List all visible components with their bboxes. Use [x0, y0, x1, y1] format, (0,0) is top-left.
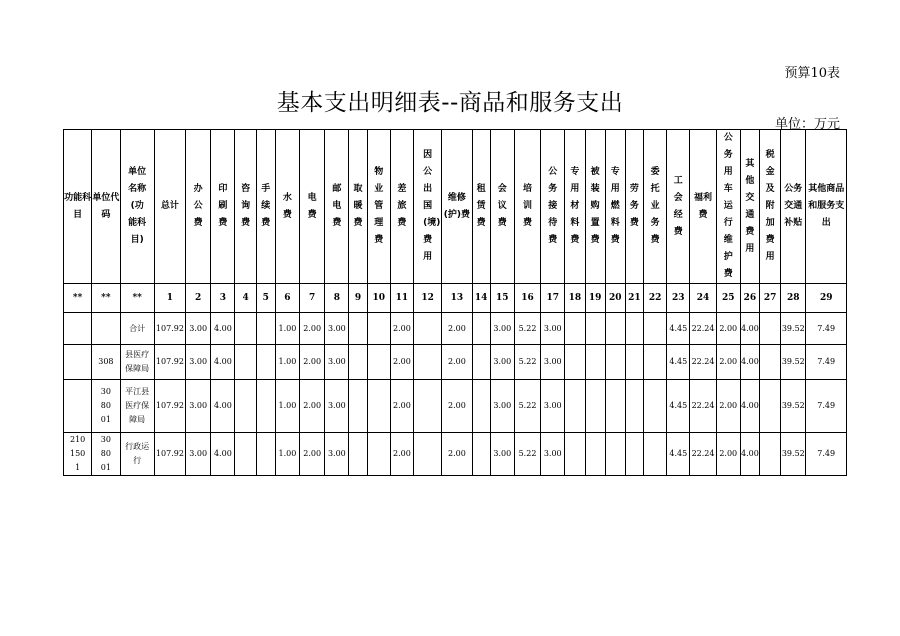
column-header-label: 维修(护)费: [443, 192, 471, 220]
table-cell: [414, 380, 442, 433]
table-cell: [585, 345, 605, 380]
unit-name: 合计: [129, 323, 146, 333]
column-header-label: 租赁费: [476, 184, 486, 228]
table-cell: 3.00: [186, 313, 211, 345]
table-cell: 4.45: [667, 380, 690, 433]
table-cell: [92, 313, 120, 345]
table-cell: 3.00: [325, 380, 349, 433]
table-cell: 3.00: [541, 433, 565, 476]
table-cell: [120, 380, 154, 433]
table-cell: [235, 313, 256, 345]
column-header-label: 差旅费: [397, 184, 407, 228]
column-number: 18: [565, 284, 585, 313]
column-header-label: 税金及附加费用: [765, 150, 775, 262]
table-cell: 2.00: [716, 380, 740, 433]
table-cell: [349, 345, 367, 380]
table-row: [64, 345, 847, 380]
column-header: [442, 130, 472, 284]
column-header: [390, 130, 413, 284]
table-cell: 22.24: [690, 433, 716, 476]
column-number: 6: [275, 284, 299, 313]
table-cell: 4.00: [740, 433, 759, 476]
table-cell: 39.52: [781, 380, 806, 433]
table-cell: [644, 345, 667, 380]
table-cell: 107.92: [154, 433, 185, 476]
table-cell: [605, 433, 625, 476]
column-header: [806, 130, 847, 284]
table-cell: 4.00: [211, 345, 235, 380]
table-cell: 3.00: [186, 380, 211, 433]
table-cell: 3.00: [325, 313, 349, 345]
column-number: 29: [806, 284, 847, 313]
column-header-label: 印刷费: [218, 184, 228, 228]
column-number: 19: [585, 284, 605, 313]
column-number: 22: [644, 284, 667, 313]
table-cell: [565, 345, 585, 380]
table-cell: 2.00: [390, 433, 413, 476]
table-cell: 4.00: [211, 313, 235, 345]
column-header: [716, 130, 740, 284]
column-header: [275, 130, 299, 284]
column-header-label: 电费: [307, 192, 317, 220]
table-cell: [92, 433, 120, 476]
column-header: [490, 130, 514, 284]
table-row: [64, 313, 847, 345]
column-header-label: 总计: [160, 201, 179, 211]
table-cell: [349, 433, 367, 476]
column-header: [760, 130, 781, 284]
expense-detail-table: [63, 129, 847, 476]
column-header-label: 专用材料费: [570, 167, 580, 245]
form-number: 预算10表: [784, 66, 840, 81]
table-cell: [472, 433, 490, 476]
column-number: **: [64, 284, 92, 313]
table-cell: 4.00: [740, 380, 759, 433]
table-cell: [625, 433, 643, 476]
table-cell: [605, 313, 625, 345]
table-cell: 4.00: [211, 433, 235, 476]
column-header-label: 劳务费: [629, 184, 639, 228]
table-cell: [414, 345, 442, 380]
table-cell: 1.00: [275, 345, 299, 380]
column-number: 9: [349, 284, 367, 313]
table-cell: 3.00: [490, 380, 514, 433]
column-number: 14: [472, 284, 490, 313]
column-number: 28: [781, 284, 806, 313]
column-number: 7: [300, 284, 325, 313]
table-cell: [64, 380, 92, 433]
column-header-label: 其他商品和服务支出: [808, 184, 845, 228]
unit-code: 308001: [100, 435, 111, 472]
column-header-label: 专用燃料费: [610, 167, 620, 245]
column-header: [186, 130, 211, 284]
table-cell: [235, 433, 256, 476]
table-cell: [367, 345, 390, 380]
table-cell: 22.24: [690, 313, 716, 345]
table-cell: 2.00: [442, 345, 472, 380]
column-header: [92, 130, 120, 284]
table-cell: [367, 433, 390, 476]
table-cell: [625, 380, 643, 433]
column-header: [211, 130, 235, 284]
column-header: [644, 130, 667, 284]
table-cell: 2.00: [300, 380, 325, 433]
table-cell: 107.92: [154, 313, 185, 345]
table-cell: [565, 433, 585, 476]
table-cell: 2.00: [442, 433, 472, 476]
column-header-label: 被装购置费: [590, 167, 600, 245]
unit-name: 县医疗保障局: [125, 350, 150, 373]
column-header-label: 工会经费: [673, 175, 683, 237]
column-header-label: 单位名称(功能科目): [128, 167, 147, 245]
column-number: **: [92, 284, 120, 313]
unit-name: 行政运行: [125, 442, 150, 465]
table-cell: 2.00: [442, 380, 472, 433]
table-cell: [367, 380, 390, 433]
table-cell: [414, 313, 442, 345]
column-number: 16: [514, 284, 540, 313]
column-header: [120, 130, 154, 284]
column-header-label: 物业管理费: [374, 167, 384, 245]
table-cell: 5.22: [514, 313, 540, 345]
table-cell: [644, 380, 667, 433]
table-cell: 2.00: [442, 313, 472, 345]
table-cell: [349, 380, 367, 433]
table-cell: 4.00: [740, 345, 759, 380]
table-cell: 5.22: [514, 345, 540, 380]
column-header: [472, 130, 490, 284]
column-header-label: 水费: [282, 192, 292, 220]
table-cell: 4.45: [667, 313, 690, 345]
table-cell: [644, 433, 667, 476]
table-cell: [120, 345, 154, 380]
table-cell: 2.00: [390, 313, 413, 345]
table-cell: 107.92: [154, 345, 185, 380]
table-cell: [472, 313, 490, 345]
column-header-label: 取暖费: [353, 184, 363, 228]
table-cell: [120, 313, 154, 345]
table-row: [64, 433, 847, 476]
table-cell: [120, 433, 154, 476]
table-cell: [760, 433, 781, 476]
page-title: 基本支出明细表--商品和服务支出: [276, 90, 624, 116]
column-number: 12: [414, 284, 442, 313]
column-number: 3: [211, 284, 235, 313]
column-header: [414, 130, 442, 284]
column-header: [565, 130, 585, 284]
table-cell: 4.45: [667, 433, 690, 476]
column-header: [781, 130, 806, 284]
column-header: [300, 130, 325, 284]
column-number: 27: [760, 284, 781, 313]
table-cell: 1.00: [275, 313, 299, 345]
column-number: 13: [442, 284, 472, 313]
unit-code: 308001: [100, 387, 111, 424]
column-number: 2: [186, 284, 211, 313]
table-row: [64, 380, 847, 433]
table-cell: 2.00: [716, 345, 740, 380]
table-cell: 5.22: [514, 380, 540, 433]
column-header-label: 培训费: [523, 184, 533, 228]
column-header-label: 咨询费: [241, 184, 251, 228]
column-header-label: 单位代码: [92, 192, 120, 220]
table-cell: 3.00: [186, 345, 211, 380]
table-cell: 5.22: [514, 433, 540, 476]
column-header-label: 公务用车运行维护费: [723, 133, 733, 279]
table-cell: [760, 345, 781, 380]
column-number: 21: [625, 284, 643, 313]
column-header: [625, 130, 643, 284]
table-cell: [605, 345, 625, 380]
table-cell: [472, 380, 490, 433]
table-cell: [64, 313, 92, 345]
unit-code: 308: [98, 357, 114, 366]
column-header-label: 会议费: [497, 184, 507, 228]
table-cell: [625, 313, 643, 345]
table-cell: 2.00: [716, 313, 740, 345]
table-cell: [760, 380, 781, 433]
column-number: 8: [325, 284, 349, 313]
column-number: 24: [690, 284, 716, 313]
table-cell: [565, 313, 585, 345]
column-header: [367, 130, 390, 284]
table-cell: 39.52: [781, 433, 806, 476]
function-code: 2101501: [69, 435, 86, 472]
table-cell: [256, 433, 275, 476]
table-cell: 3.00: [490, 345, 514, 380]
column-number: 4: [235, 284, 256, 313]
column-number: 17: [541, 284, 565, 313]
table-cell: 7.49: [806, 345, 847, 380]
column-header: [605, 130, 625, 284]
column-header: [740, 130, 759, 284]
table-cell: 3.00: [541, 313, 565, 345]
column-header-label: 办公费: [193, 184, 203, 228]
table-cell: 2.00: [300, 313, 325, 345]
table-cell: 1.00: [275, 380, 299, 433]
table-cell: [585, 433, 605, 476]
column-header: [256, 130, 275, 284]
table-cell: 3.00: [490, 313, 514, 345]
table-cell: [92, 345, 120, 380]
column-header: [541, 130, 565, 284]
table-cell: 22.24: [690, 380, 716, 433]
column-number: 5: [256, 284, 275, 313]
table-cell: [256, 313, 275, 345]
table-cell: [625, 345, 643, 380]
column-number: 20: [605, 284, 625, 313]
table-cell: [92, 380, 120, 433]
column-header-label: 委托业务费: [650, 167, 660, 245]
column-number: 11: [390, 284, 413, 313]
header-row: [64, 130, 847, 284]
column-number: 10: [367, 284, 390, 313]
column-number: 25: [716, 284, 740, 313]
table-cell: 22.24: [690, 345, 716, 380]
column-header-label: 其他交通费用: [745, 158, 755, 254]
table-cell: 2.00: [390, 380, 413, 433]
table-cell: [585, 380, 605, 433]
table-cell: 3.00: [490, 433, 514, 476]
column-number: 15: [490, 284, 514, 313]
column-header-label: 手续费: [261, 184, 271, 228]
table-cell: 2.00: [300, 345, 325, 380]
column-number: **: [120, 284, 154, 313]
table-cell: 39.52: [781, 313, 806, 345]
column-number: 26: [740, 284, 759, 313]
table-cell: [414, 433, 442, 476]
column-header: [64, 130, 92, 284]
table-cell: 3.00: [541, 345, 565, 380]
column-number: 1: [154, 284, 185, 313]
table-cell: 3.00: [186, 433, 211, 476]
column-header: [667, 130, 690, 284]
table-cell: 7.49: [806, 313, 847, 345]
column-header: [514, 130, 540, 284]
table-cell: [349, 313, 367, 345]
column-header-label: 因公出国(境)费用: [423, 150, 441, 262]
column-header: [325, 130, 349, 284]
table-cell: [605, 380, 625, 433]
column-header-label: 公务交通补贴: [784, 184, 803, 228]
table-cell: 2.00: [300, 433, 325, 476]
table-cell: 3.00: [541, 380, 565, 433]
column-header: [154, 130, 185, 284]
table-cell: [472, 345, 490, 380]
table-cell: 4.00: [740, 313, 759, 345]
table-cell: 7.49: [806, 380, 847, 433]
table-cell: 39.52: [781, 345, 806, 380]
table-cell: 7.49: [806, 433, 847, 476]
table-cell: 3.00: [325, 345, 349, 380]
column-number: 23: [667, 284, 690, 313]
table-cell: 107.92: [154, 380, 185, 433]
unit-label: 单位：万元: [774, 117, 840, 132]
table-cell: 2.00: [390, 345, 413, 380]
table-cell: [64, 345, 92, 380]
table-cell: 3.00: [325, 433, 349, 476]
column-header-label: 公务接待费: [548, 167, 558, 245]
table-cell: [760, 313, 781, 345]
column-header-label: 福利费: [694, 192, 713, 220]
table-cell: 1.00: [275, 433, 299, 476]
column-header: [349, 130, 367, 284]
table-cell: 4.45: [667, 345, 690, 380]
table-cell: [235, 345, 256, 380]
table-cell: 2.00: [716, 433, 740, 476]
table-cell: [256, 380, 275, 433]
table-cell: [64, 433, 92, 476]
column-header: [585, 130, 605, 284]
column-header: [235, 130, 256, 284]
table-cell: [235, 380, 256, 433]
table-cell: [565, 380, 585, 433]
table-cell: [585, 313, 605, 345]
table-cell: 4.00: [211, 380, 235, 433]
table-cell: [256, 345, 275, 380]
column-header-label: 功能科目: [64, 192, 92, 220]
table-cell: [367, 313, 390, 345]
unit-name: 平江县医疗保障局: [125, 387, 150, 424]
column-number-row: [64, 284, 847, 313]
table-cell: [644, 313, 667, 345]
column-header-label: 邮电费: [332, 184, 342, 228]
column-header: [690, 130, 716, 284]
